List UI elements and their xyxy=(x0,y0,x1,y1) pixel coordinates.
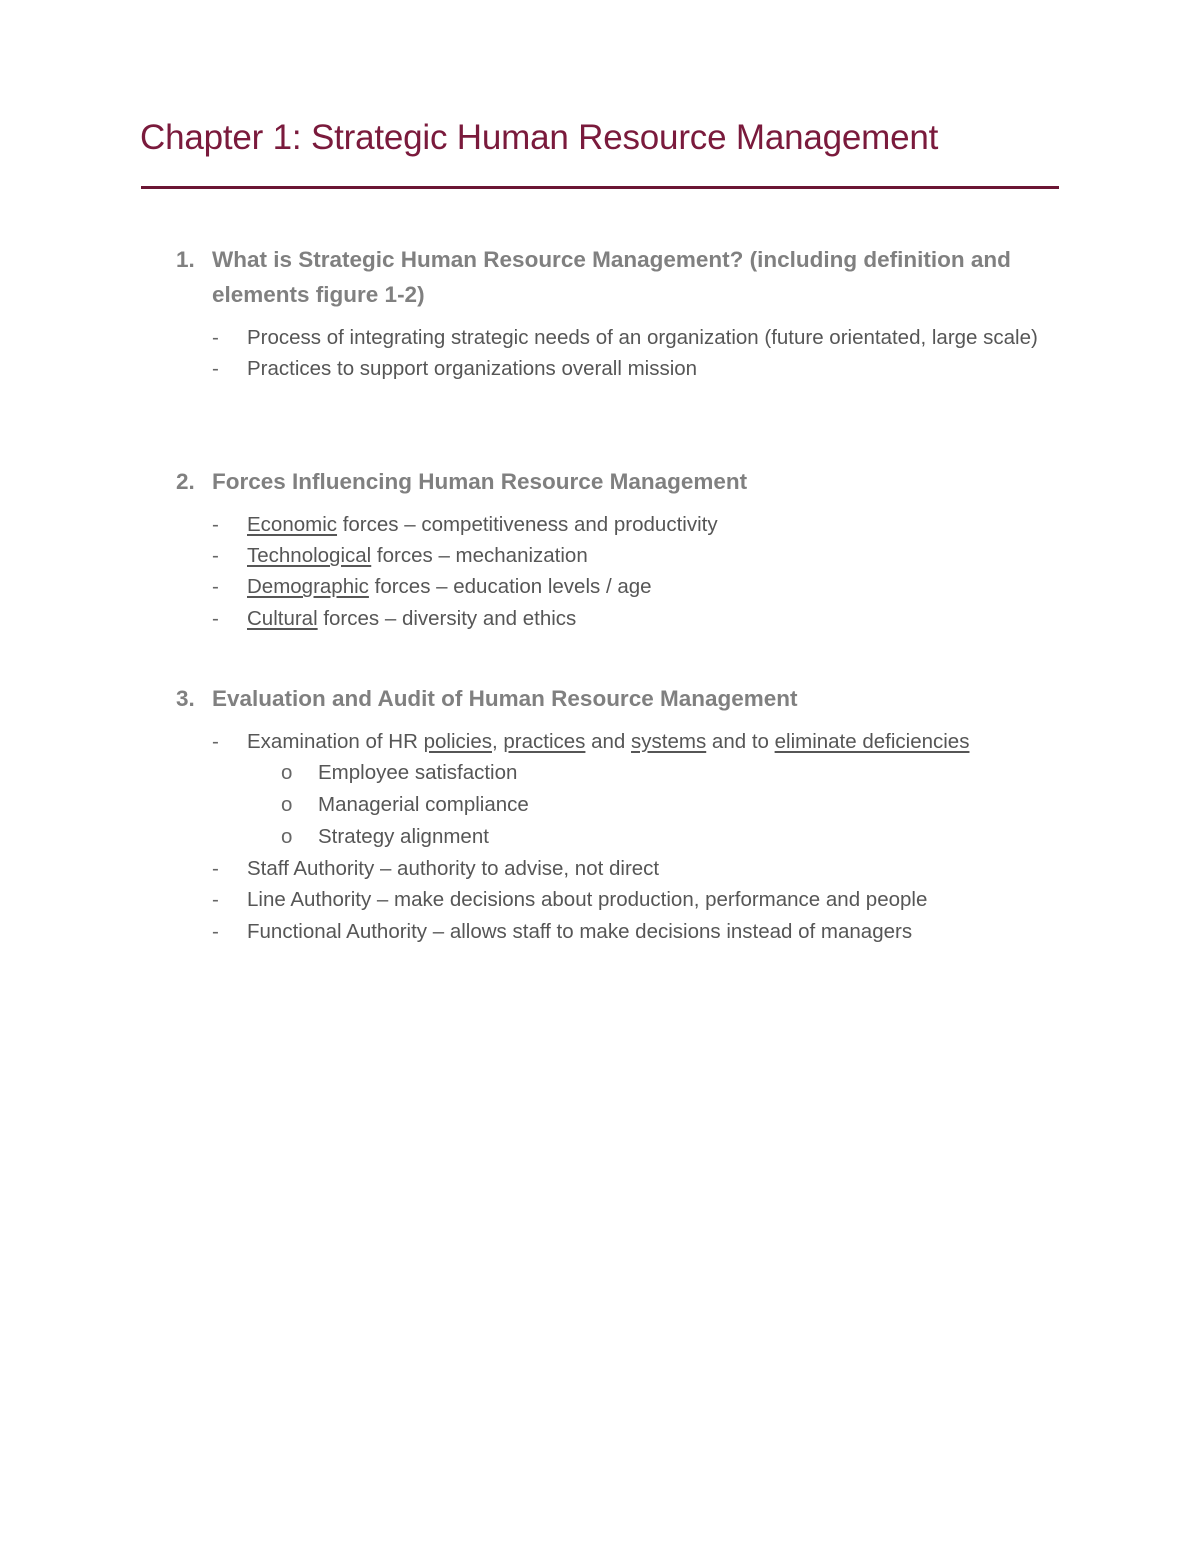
dash-bullet: - xyxy=(212,357,219,381)
sub-list-item-text: Managerial compliance xyxy=(318,793,529,817)
section-heading-text: Forces Influencing Human Resource Management xyxy=(212,469,748,494)
bullet-list xyxy=(176,322,1066,384)
section-heading xyxy=(176,242,1066,312)
list-item xyxy=(176,853,1066,884)
section-number: 3. xyxy=(176,686,195,711)
section-number: 2. xyxy=(176,469,195,494)
list-item xyxy=(176,726,1066,853)
list-item-text: Examination of HR xyxy=(247,730,424,753)
dash-bullet: - xyxy=(212,730,219,753)
list-item xyxy=(176,603,1066,634)
list-item-text: Staff Authority – authority to advise, not direct xyxy=(247,857,660,881)
sub-list-item-text: Employee satisfaction xyxy=(318,761,518,785)
circle-bullet: o xyxy=(281,793,293,817)
dash-bullet: - xyxy=(212,888,219,912)
list-item xyxy=(176,884,1066,915)
list-item-text: forces – diversity and ethics xyxy=(317,606,577,630)
list-item-text: forces – competitiveness and productivity xyxy=(337,513,718,536)
list-item xyxy=(176,353,1066,384)
dash-bullet: - xyxy=(212,575,219,599)
section-number: 1. xyxy=(176,247,195,272)
underlined-term: systems xyxy=(631,730,707,753)
section-heading xyxy=(176,464,1066,499)
list-item-text: Line Authority – make decisions about production, performance and people xyxy=(247,888,928,912)
section-2 xyxy=(176,464,1066,634)
sub-list-item-text: Strategy alignment xyxy=(318,825,489,849)
dash-bullet: - xyxy=(212,544,219,568)
sub-bullet-list xyxy=(176,757,1066,853)
dash-bullet: - xyxy=(212,513,219,536)
title-divider xyxy=(141,186,1059,189)
sub-list-item xyxy=(176,789,1066,821)
section-heading-text: What is Strategic Human Resource Management? (including definition and elements figure 1-2) xyxy=(212,247,1011,307)
section-3 xyxy=(176,681,1066,947)
dash-bullet: - xyxy=(212,857,219,881)
list-item xyxy=(176,916,1066,947)
document-title: Chapter 1: Strategic Human Resource Management xyxy=(140,118,939,157)
underlined-term: Demographic xyxy=(247,575,369,599)
section-heading xyxy=(176,681,1066,716)
sub-list-item xyxy=(176,821,1066,853)
list-item xyxy=(176,322,1066,353)
circle-bullet: o xyxy=(281,825,293,849)
bullet-list xyxy=(176,726,1066,947)
list-item-text: Process of integrating strategic needs of an organization (future orientated, large scale) xyxy=(247,326,1038,349)
list-item-text: forces – mechanization xyxy=(371,544,588,568)
list-item-text: and to xyxy=(706,730,775,753)
list-item xyxy=(176,540,1066,571)
list-item-text: Functional Authority – allows staff to make decisions instead of managers xyxy=(247,919,913,943)
section-1 xyxy=(176,242,1066,384)
section-heading-text: Evaluation and Audit of Human Resource Management xyxy=(212,686,798,711)
list-item xyxy=(176,571,1066,602)
dash-bullet: - xyxy=(212,606,219,630)
underlined-term: practices xyxy=(503,730,586,753)
sub-list-item xyxy=(176,757,1066,789)
list-item-text: forces – education levels / age xyxy=(368,575,652,599)
underlined-term: policies xyxy=(423,730,492,753)
list-item-text: and xyxy=(585,730,632,753)
list-item-text: Practices to support organizations overall mission xyxy=(247,357,698,381)
underlined-term: Economic xyxy=(247,513,338,536)
circle-bullet: o xyxy=(281,761,293,785)
underlined-term: Technological xyxy=(247,544,372,568)
dash-bullet: - xyxy=(212,919,219,943)
bullet-list xyxy=(176,509,1066,634)
underlined-term: eliminate deficiencies xyxy=(774,730,970,753)
underlined-term: Cultural xyxy=(247,606,318,630)
list-item xyxy=(176,509,1066,540)
list-item-text: , xyxy=(491,730,504,753)
dash-bullet: - xyxy=(212,326,219,349)
